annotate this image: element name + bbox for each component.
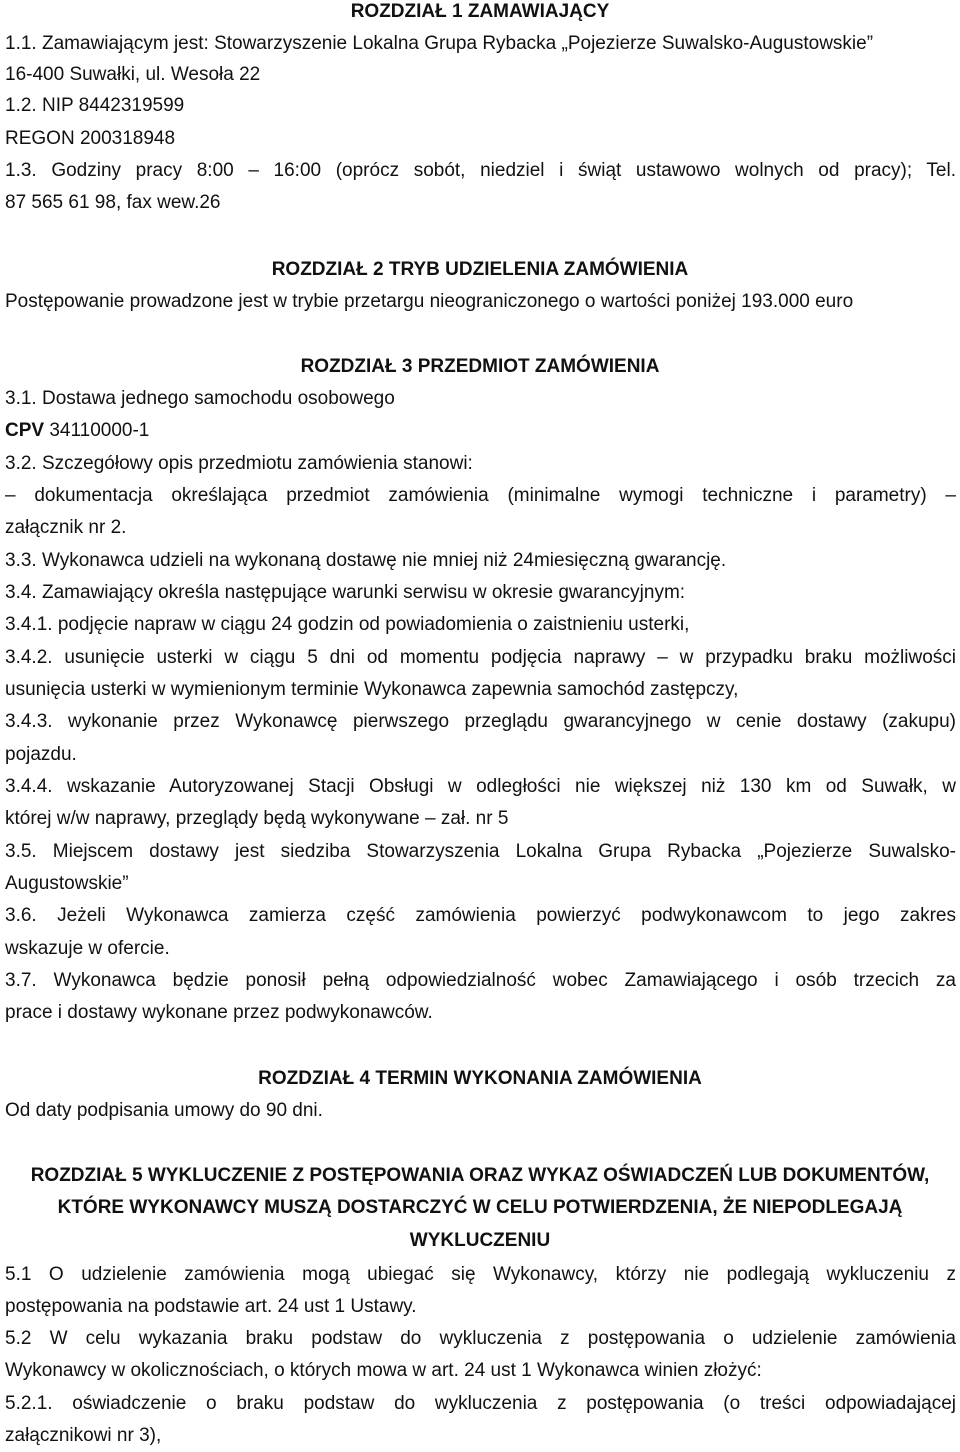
chapter3-line: 3.1. Dostawa jednego samochodu osobowego bbox=[5, 388, 395, 409]
chapter3-line: 3.3. Wykonawca udzieli na wykonaną dostawę nie mniej niż 24miesięczną gwarancję. bbox=[5, 550, 727, 571]
chapter3-line: usunięcia usterki w wymienionym terminie Wykonawca zapewnia samochód zastępczy, bbox=[5, 679, 739, 700]
chapter1-line: 1.2. NIP 8442319599 bbox=[5, 95, 185, 116]
chapter3-line: 3.5. Miejscem dostawy jest siedziba Stowarzyszenia Lokalna Grupa Rybacka „Pojezierze Suwalsko- bbox=[5, 841, 956, 862]
chapter1-line: REGON 200318948 bbox=[5, 128, 176, 149]
chapter2-line: Postępowanie prowadzone jest w trybie przetargu nieograniczonego o wartości poniżej 193.000 euro bbox=[5, 291, 854, 312]
chapter3-line: prace i dostawy wykonane przez podwykonawców. bbox=[5, 1002, 433, 1023]
chapter3-line: 3.7. Wykonawca będzie ponosił pełną odpowiedzialność wobec Zamawiającego i osób trzecich za bbox=[5, 970, 956, 991]
chapter3-line: 3.4. Zamawiający określa następujące warunki serwisu w okresie gwarancyjnym: bbox=[5, 582, 686, 603]
chapter3-line: której w/w naprawy, przeglądy będą wykonywane – zał. nr 5 bbox=[5, 808, 509, 829]
chapter5-line: załącznikowi nr 3), bbox=[5, 1425, 162, 1446]
cpv-line bbox=[5, 420, 956, 442]
chapter3-line: 3.6. Jeżeli Wykonawca zamierza część zamówienia powierzyć podwykonawcom to jego zakres bbox=[5, 905, 956, 926]
cpv-label: CPV bbox=[5, 420, 45, 441]
chapter3-line: załącznik nr 2. bbox=[5, 517, 127, 538]
chapter5-line: 5.2 W celu wykazania braku podstaw do wykluczenia z postępowania o udzielenie zamówienia bbox=[5, 1328, 956, 1349]
chapter4-heading: ROZDZIAŁ 4 TERMIN WYKONANIA ZAMÓWIENIA bbox=[258, 1068, 702, 1089]
chapter5-heading: WYKLUCZENIU bbox=[409, 1230, 551, 1251]
chapter3-line: 3.4.4. wskazanie Autoryzowanej Stacji Obsługi w odległości nie większej niż 130 km od Suwałk, w bbox=[5, 776, 956, 797]
chapter2-heading: ROZDZIAŁ 2 TRYB UDZIELENIA ZAMÓWIENIA bbox=[271, 259, 689, 280]
chapter4-line: Od daty podpisania umowy do 90 dni. bbox=[5, 1100, 323, 1121]
chapter1-line: 1.1. Zamawiającym jest: Stowarzyszenie Lokalna Grupa Rybacka „Pojezierze Suwalsko-Augustowskie” bbox=[5, 33, 874, 54]
chapter5-heading: ROZDZIAŁ 5 WYKLUCZENIE Z POSTĘPOWANIA ORAZ WYKAZ OŚWIADCZEŃ LUB DOKUMENTÓW, bbox=[30, 1165, 930, 1186]
chapter1-line: 16-400 Suwałki, ul. Wesoła 22 bbox=[5, 64, 261, 85]
chapter5-heading: KTÓRE WYKONAWCY MUSZĄ DOSTARCZYĆ W CELU POTWIERDZENIA, ŻE NIEPODLEGAJĄ bbox=[57, 1197, 903, 1218]
chapter3-line: 3.4.2. usunięcie usterki w ciągu 5 dni od momentu podjęcia naprawy – w przypadku braku możliwości bbox=[5, 647, 956, 668]
chapter3-line: 3.4.3. wykonanie przez Wykonawcę pierwszego przeglądu gwarancyjnego w cenie dostawy (zakupu) bbox=[5, 711, 956, 732]
chapter5-line: postępowania na podstawie art. 24 ust 1 Ustawy. bbox=[5, 1296, 417, 1317]
chapter5-line: 5.1 O udzielenie zamówienia mogą ubiegać się Wykonawcy, którzy nie podlegają wykluczeniu z bbox=[5, 1264, 956, 1285]
cpv-value: 34110000-1 bbox=[44, 420, 150, 441]
chapter3-line: 3.2. Szczegółowy opis przedmiotu zamówienia stanowi: bbox=[5, 453, 473, 474]
chapter5-line: 5.2.1. oświadczenie o braku podstaw do wykluczenia z postępowania (o treści odpowiadającej bbox=[5, 1393, 956, 1414]
chapter1-line: 1.3. Godziny pracy 8:00 – 16:00 (oprócz sobót, niedziel i świąt ustawowo wolnych od pracy); Tel. bbox=[5, 160, 956, 181]
chapter3-line: Augustowskie” bbox=[5, 873, 129, 894]
chapter3-heading: ROZDZIAŁ 3 PRZEDMIOT ZAMÓWIENIA bbox=[300, 356, 660, 377]
chapter1-heading: ROZDZIAŁ 1 ZAMAWIAJĄCY bbox=[350, 1, 610, 22]
chapter3-line: pojazdu. bbox=[5, 744, 77, 765]
chapter5-line: Wykonawcy w okolicznościach, o których mowa w art. 24 ust 1 Wykonawca winien złożyć: bbox=[5, 1360, 762, 1381]
chapter1-line: 87 565 61 98, fax wew.26 bbox=[5, 192, 221, 213]
chapter3-line: wskazuje w ofercie. bbox=[5, 938, 170, 959]
chapter3-line: 3.4.1. podjęcie napraw w ciągu 24 godzin od powiadomienia o zaistnieniu usterki, bbox=[5, 614, 690, 635]
chapter3-line: – dokumentacja określająca przedmiot zamówienia (minimalne wymogi techniczne i parametry) – bbox=[5, 485, 956, 506]
